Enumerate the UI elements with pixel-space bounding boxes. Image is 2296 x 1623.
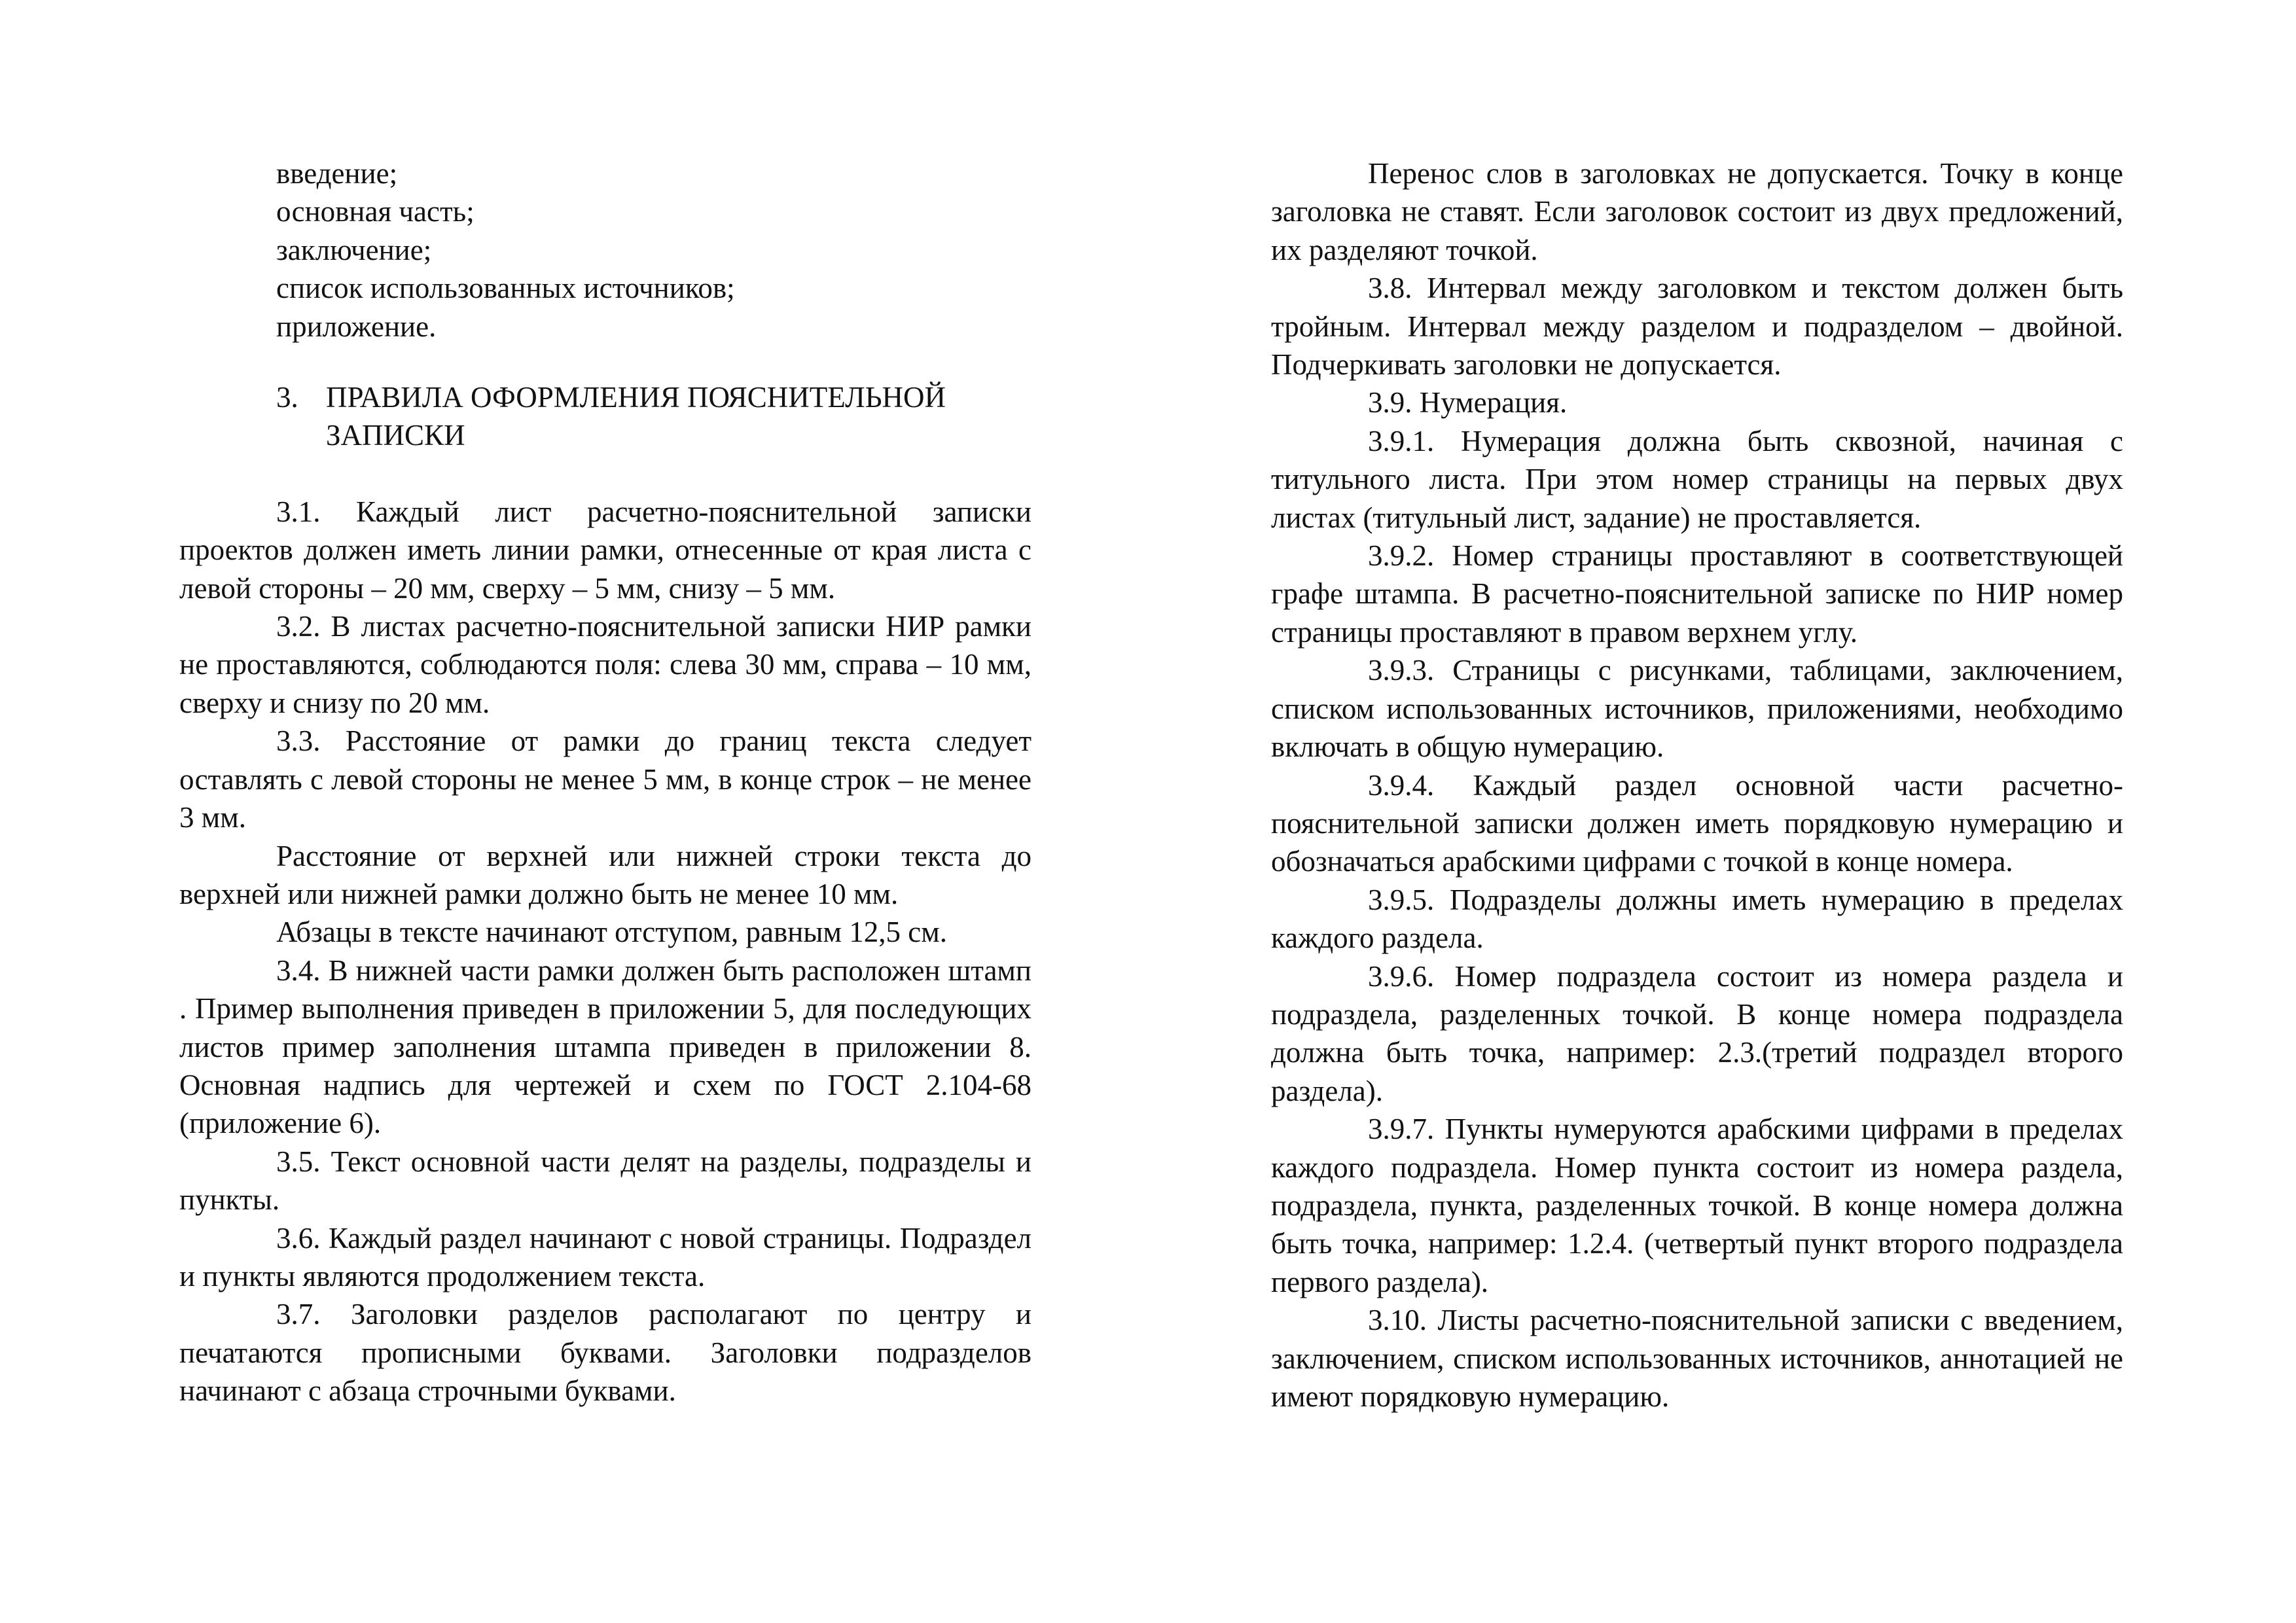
paragraph: Расстояние от верхней или нижней строки текста до верхней или нижней рамки должно быть не менее 10 мм. — [179, 839, 1031, 910]
structure-list — [179, 154, 1031, 346]
paragraph: 3.8. Интервал между заголовком и текстом должен быть тройным. Интервал между разделом и подразделом – двойной. Подчеркивать заголовки не допускается. — [1271, 272, 2123, 382]
paragraph: Перенос слов в заголовках не допускается. Точку в конце заголовка не ставят. Если заголовок состоит из двух предложений, их разделяют точкой. — [1271, 157, 2123, 266]
paragraph: 3.9.2. Номер страницы проставляют в соответствующей графе штампа. В расчетно-пояснительной записке по НИР номер страницы проставляют в правом верхнем углу. — [1271, 539, 2123, 649]
paragraph: 3.3. Расстояние от рамки до границ текста следует оставлять с левой стороны не менее 5 мм, в конце строк – не менее 3 мм. — [179, 724, 1031, 834]
paragraph: 3.6. Каждый раздел начинают с новой страницы. Подраздел и пункты являются продолжением текста. — [179, 1221, 1031, 1293]
paragraph: 3.9.4. Каждый раздел основной части расчетно-пояснительной записки должен иметь порядковую нумерацию и обозначаться арабскими цифрами с точкой в конце номера. — [1271, 768, 2123, 878]
paragraph: 3.2. В листах расчетно-пояснительной записки НИР рамки не проставляются, соблюдаются поля: слева 30 мм, справа – 10 мм, сверху и снизу по 20 мм. — [179, 610, 1031, 719]
list-item: приложение. — [276, 310, 437, 343]
list-item: заключение; — [276, 233, 432, 266]
left-column — [179, 154, 1031, 1410]
paragraph: 3.9.5. Подразделы должны иметь нумерацию в пределах каждого раздела. — [1271, 883, 2123, 955]
list-item: введение; — [276, 157, 398, 190]
section-title: ПРАВИЛА ОФОРМЛЕНИЯ ПОЯСНИТЕЛЬНОЙ ЗАПИСКИ — [326, 381, 946, 452]
paragraph: 3.9.3. Страницы с рисунками, таблицами, заключением, списком использованных источников, приложениями, необходимо включать в общую нумерацию. — [1271, 654, 2123, 764]
paragraph: Абзацы в тексте начинают отступом, равным 12,5 см. — [276, 916, 947, 949]
paragraph: 3.9.6. Номер подраздела состоит из номера раздела и подраздела, разделенных точкой. В конце номера подраздела должна быть точка, например: 2.3.(третий подраздел второго раздела). — [1271, 959, 2123, 1107]
paragraph: 3.4. В нижней части рамки должен быть расположен штамп . Пример выполнения приведен в приложении 5, для последующих листов пример заполнения штампа приведен в приложении 8. Основная надпись для чертежей и схем по ГОСТ 2.104-68 (приложение 6). — [179, 954, 1031, 1140]
list-item: список использованных источников; — [276, 272, 735, 305]
section-heading — [276, 378, 1031, 455]
paragraph: 3.9.7. Пункты нумеруются арабскими цифрами в пределах каждого подраздела. Номер пункта состоит из номера раздела, подраздела, пункта, разделенных точкой. В конце номера должна быть точка, например: 1.2.4. (четвертый пункт второго подраздела первого раздела). — [1271, 1113, 2123, 1298]
paragraph: 3.9. Нумерация. — [1368, 386, 1568, 419]
section-number: 3. — [276, 381, 298, 414]
paragraph: 3.5. Текст основной части делят на разделы, подразделы и пункты. — [179, 1145, 1031, 1217]
right-column — [1271, 154, 2123, 1416]
list-item: основная часть; — [276, 195, 475, 228]
paragraph: 3.9.1. Нумерация должна быть сквозной, начиная с титульного листа. При этом номер страницы на первых двух листах (титульный лист, задание) не проставляется. — [1271, 424, 2123, 534]
paragraph: 3.7. Заголовки разделов располагают по центру и печатаются прописными буквами. Заголовки подразделов начинают с абзаца строчными буквами. — [179, 1298, 1031, 1408]
paragraph: 3.1. Каждый лист расчетно-пояснительной записки проектов должен иметь линии рамки, отнесенные от края листа с левой стороны – 20 мм, сверху – 5 мм, снизу – 5 мм. — [179, 495, 1031, 605]
paragraph: 3.10. Листы расчетно-пояснительной записки с введением, заключением, списком использованных источников, аннотацией не имеют порядковую нумерацию. — [1271, 1304, 2123, 1413]
